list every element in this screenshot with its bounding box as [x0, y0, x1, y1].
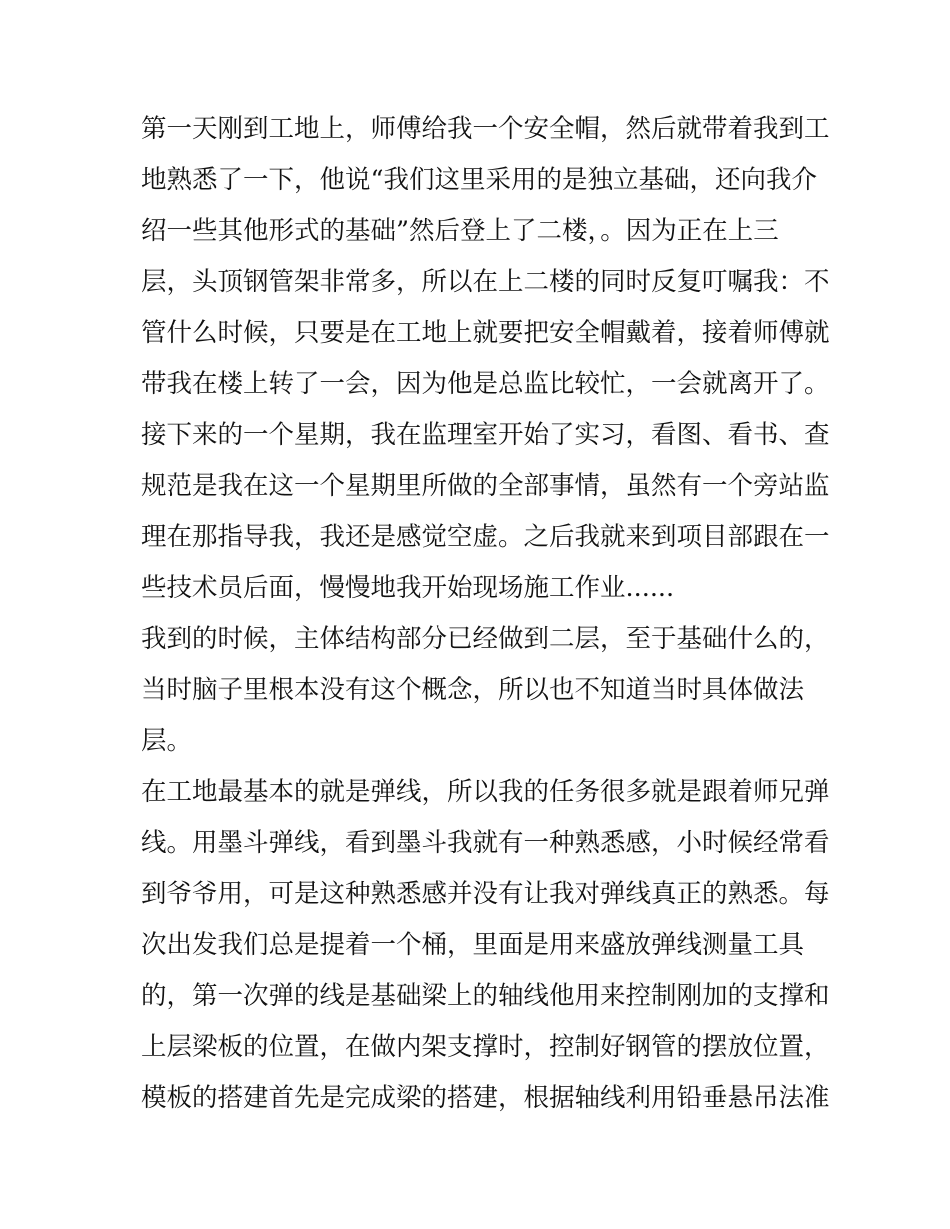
text-line: 第一天刚到工地上，师傅给我一个安全帽，然后就带着我到工: [141, 114, 830, 144]
text-line: 带我在楼上转了一会，因为他是总监比较忙，一会就离开了。: [141, 369, 830, 399]
text-line: 管什么时候，只要是在工地上就要把安全帽戴着，接着师傅就: [141, 318, 830, 348]
text-line: 接下来的一个星期，我在监理室开始了实习，看图、看书、查: [141, 420, 830, 450]
body-text: [141, 104, 830, 1124]
text-line: 我到的时候，主体结构部分已经做到二层，至于基础什么的，: [141, 624, 830, 654]
text-line: 层，头顶钢管架非常多，所以在上二楼的同时反复叮嘱我：不: [141, 267, 830, 297]
text-line: 理在那指导我，我还是感觉空虚。之后我就来到项目部跟在一: [141, 522, 830, 552]
text-line: 规范是我在这一个星期里所做的全部事情，虽然有一个旁站监: [141, 471, 830, 501]
text-line: 的，第一次弹的线是基础梁上的轴线他用来控制刚加的支撑和: [141, 981, 830, 1011]
text-line: 到爷爷用，可是这种熟悉感并没有让我对弹线真正的熟悉。每: [141, 879, 830, 909]
text-line: 地熟悉了一下，他说“我们这里采用的是独立基础，还向我介: [141, 165, 818, 195]
text-line: 次出发我们总是提着一个桶，里面是用来盛放弹线测量工具: [141, 930, 805, 960]
text-line: 在工地最基本的就是弹线，所以我的任务很多就是跟着师兄弹: [141, 777, 830, 807]
text-line: 上层梁板的位置，在做内架支撑时，控制好钢管的摆放位置，: [141, 1032, 830, 1062]
text-line: 线。用墨斗弹线，看到墨斗我就有一种熟悉感，小时候经常看: [141, 828, 830, 858]
text-line: 些技术员后面，慢慢地我开始现场施工作业......: [141, 573, 675, 603]
text-line: 绍一些其他形式的基础”然后登上了二楼，。因为正在上三: [141, 216, 779, 246]
text-line: 层。: [141, 726, 193, 756]
text-line: 当时脑子里根本没有这个概念，所以也不知道当时具体做法: [141, 675, 805, 705]
text-line: 模板的搭建首先是完成梁的搭建，根据轴线利用铅垂悬吊法准: [141, 1083, 830, 1113]
